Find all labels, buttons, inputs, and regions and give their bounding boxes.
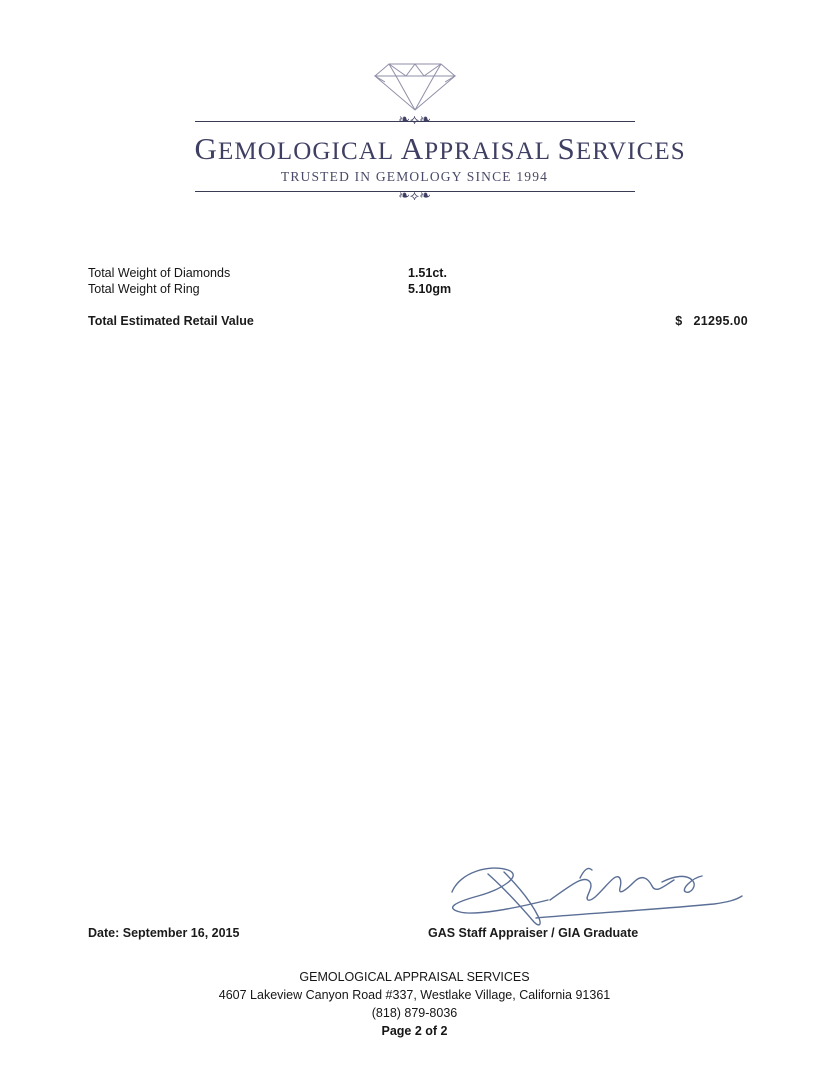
letterhead bbox=[0, 60, 829, 204]
diamond-icon bbox=[363, 60, 467, 117]
footer bbox=[0, 968, 829, 1040]
footer-page-number: Page 2 of 2 bbox=[381, 1024, 448, 1038]
summary-row-label: Total Weight of Ring bbox=[88, 282, 200, 296]
flourish-top-icon: ❧⟡❧ bbox=[398, 112, 431, 128]
page-title: GEMOLOGICAL APPRAISAL SERVICES bbox=[194, 131, 686, 166]
summary-row-value: 1.51ct. bbox=[408, 266, 447, 280]
diamond-logo bbox=[0, 60, 829, 116]
brand-title-text: EMOLOGICAL bbox=[218, 138, 394, 165]
footer-phone: (818) 879-8036 bbox=[371, 1006, 458, 1020]
handwritten-signature-icon bbox=[430, 856, 760, 928]
summary-row-label: Total Weight of Diamonds bbox=[88, 266, 231, 280]
footer-address: 4607 Lakeview Canyon Road #337, Westlake Village, California 91361 bbox=[218, 988, 611, 1002]
weights-summary bbox=[88, 265, 748, 297]
signature-labels bbox=[88, 926, 748, 940]
letterhead-rules bbox=[194, 112, 686, 204]
appraisal-date: Date: September 16, 2015 bbox=[88, 926, 240, 940]
summary-row bbox=[88, 265, 748, 281]
total-retail-value-label: Total Estimated Retail Value bbox=[88, 314, 254, 328]
flourish-bottom-icon: ❧⟡❧ bbox=[398, 188, 431, 204]
appraiser-title: GAS Staff Appraiser / GIA Graduate bbox=[428, 926, 639, 940]
total-retail-value-number: 21295.00 bbox=[693, 314, 748, 328]
summary-row-value: 5.10gm bbox=[408, 282, 452, 296]
currency-symbol: $ bbox=[675, 314, 683, 328]
summary-row bbox=[88, 281, 748, 297]
signature-area bbox=[430, 856, 760, 928]
total-retail-value-row bbox=[88, 314, 748, 328]
footer-company: GEMOLOGICAL APPRAISAL SERVICES bbox=[299, 970, 530, 984]
brand-subtitle: TRUSTED IN GEMOLOGY SINCE 1994 bbox=[280, 169, 549, 184]
total-retail-value-amount bbox=[675, 314, 748, 328]
